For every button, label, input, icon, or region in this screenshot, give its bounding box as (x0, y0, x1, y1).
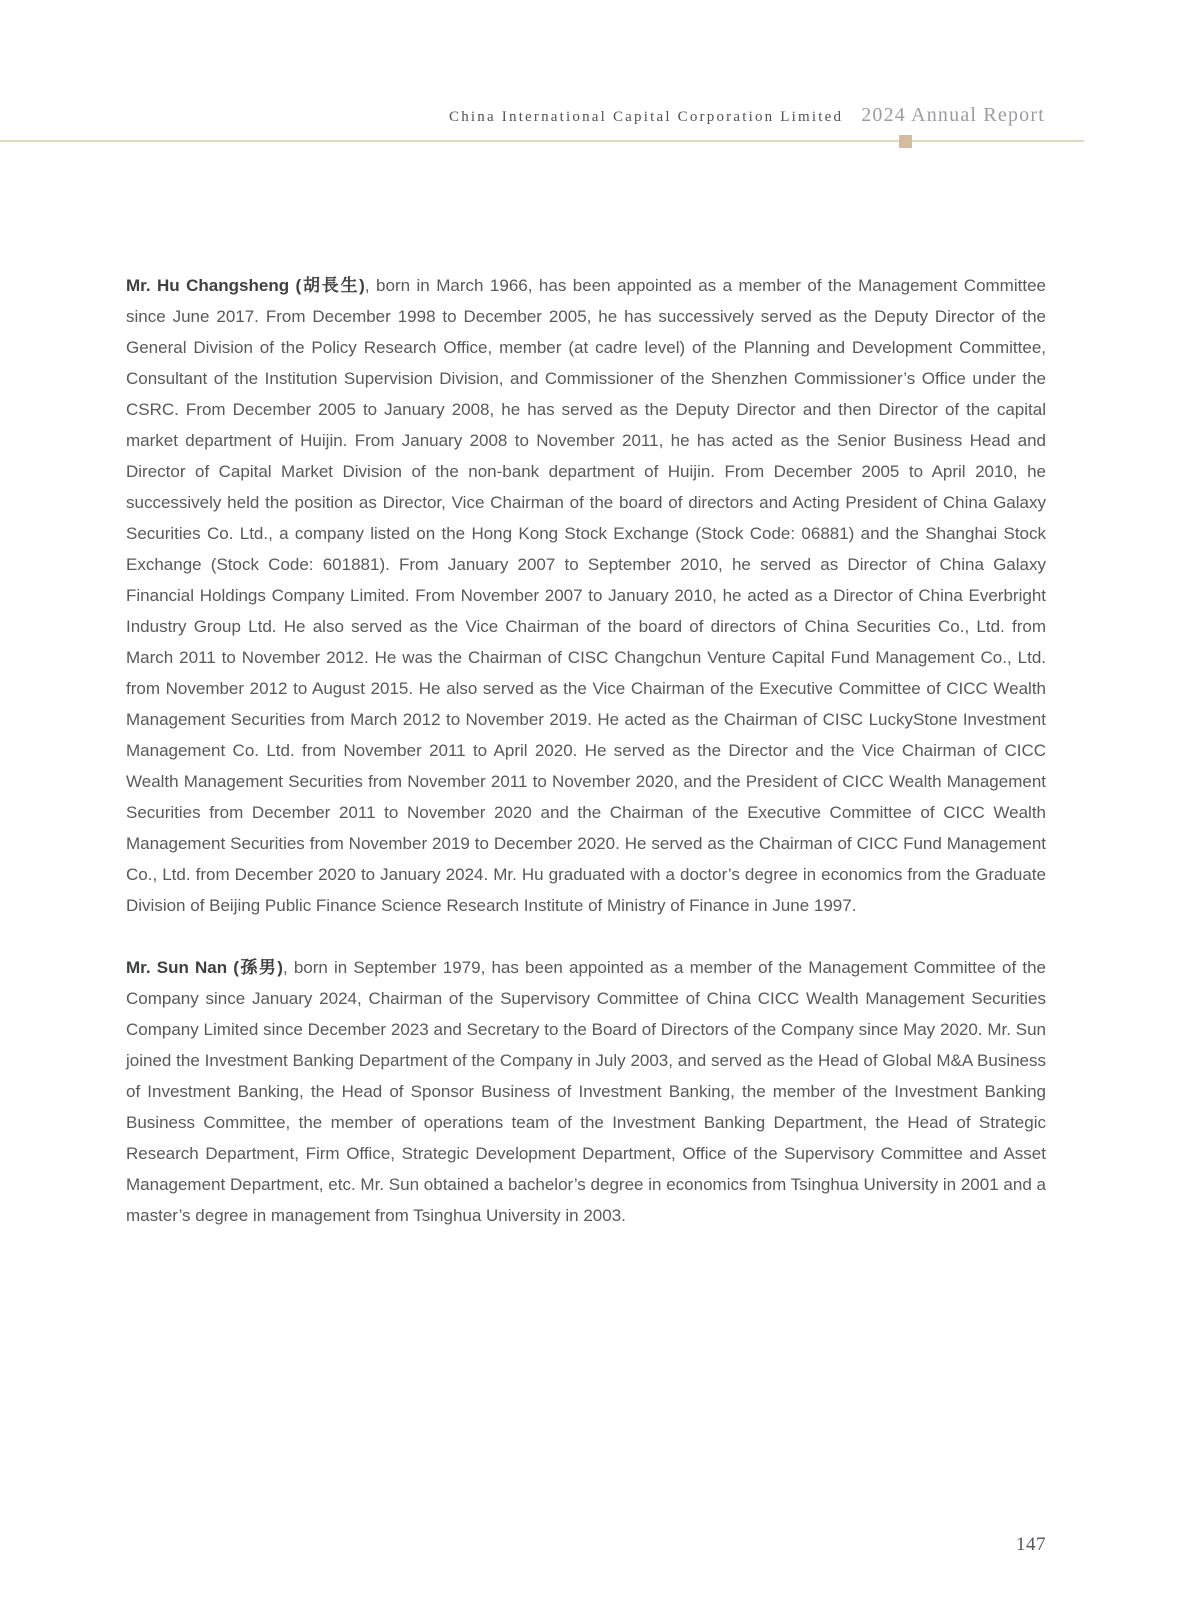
bio-text-hu-changsheng: , born in March 1966, has been appointed as a member of the Management Committee since June 2017. From December 1998 to December 2005, he has successively served as the Deputy Director of the General Division of the Policy Research Office, member (at cadre level) of the Planning and Development Committee, Consultant of the Institution Supervision Division, and Commissioner of the Shenzhen Commissioner’s Office under the CSRC. From December 2005 to January 2008, he has served as the Deputy Director and then Director of the capital market department of Huijin. From January 2008 to November 2011, he has acted as the Senior Business Head and Director of Capital Market Division of the non-bank department of Huijin. From December 2005 to April 2010, he successively held the position as Director, Vice Chairman of the board of directors and Acting President of China Galaxy Securities Co. Ltd., a company listed on the Hong Kong Stock Exchange (Stock Code: 06881) and the Shanghai Stock Exchange (Stock Code: 601881). From January 2007 to September 2010, he served as Director of China Galaxy Financial Holdings Company Limited. From November 2007 to January 2010, he acted as a Director of China Everbright Industry Group Ltd. He also served as the Vice Chairman of the board of directors of China Securities Co., Ltd. from March 2011 to November 2012. He was the Chairman of CISC Changchun Venture Capital Fund Management Co., Ltd. from November 2012 to August 2015. He also served as the Vice Chairman of the Executive Committee of CICC Wealth Management Securities from March 2012 to November 2019. He acted as the Chairman of CISC LuckyStone Investment Management Co. Ltd. from November 2011 to April 2020. He served as the Director and the Vice Chairman of CICC Wealth Management Securities from November 2011 to November 2020, and the President of CICC Wealth Management Securities from December 2011 to November 2020 and the Chairman of the Executive Committee of CICC Wealth Management Securities from November 2019 to December 2020. He served as the Chairman of CICC Fund Management Co., Ltd. from December 2020 to January 2024. Mr. Hu graduated with a doctor’s degree in economics from the Graduate Division of Beijing Public Finance Science Research Institute of Ministry of Finance in June 1997. (126, 276, 1046, 915)
page-number: 147 (1016, 1534, 1046, 1555)
header-divider-square-icon (899, 135, 912, 148)
header-report-title: 2024 Annual Report (861, 104, 1045, 126)
bio-name-hu-changsheng: Mr. Hu Changsheng (胡長生) (126, 276, 365, 295)
bio-content (126, 270, 1046, 1262)
header-divider-rule (0, 140, 1084, 142)
running-header (449, 104, 1045, 127)
bio-name-sun-nan: Mr. Sun Nan (孫男) (126, 958, 283, 977)
bio-text-sun-nan: , born in September 1979, has been appointed as a member of the Management Committee of the Company since January 2024, Chairman of the Supervisory Committee of China CICC Wealth Management Securities Company Limited since December 2023 and Secretary to the Board of Directors of the Company since May 2020. Mr. Sun joined the Investment Banking Department of the Company in July 2003, and served as the Head of Global M&A Business of Investment Banking, the Head of Sponsor Business of Investment Banking, the member of the Investment Banking Business Committee, the member of operations team of the Investment Banking Department, the Head of Strategic Research Department, Firm Office, Strategic Development Department, Office of the Supervisory Committee and Asset Management Department, etc. Mr. Sun obtained a bachelor’s degree in economics from Tsinghua University in 2001 and a master’s degree in management from Tsinghua University in 2003. (126, 958, 1047, 1225)
header-company-name: China International Capital Corporation Limited (449, 109, 844, 125)
bio-paragraph-hu-changsheng (126, 270, 1046, 921)
bio-paragraph-sun-nan (126, 952, 1046, 1231)
